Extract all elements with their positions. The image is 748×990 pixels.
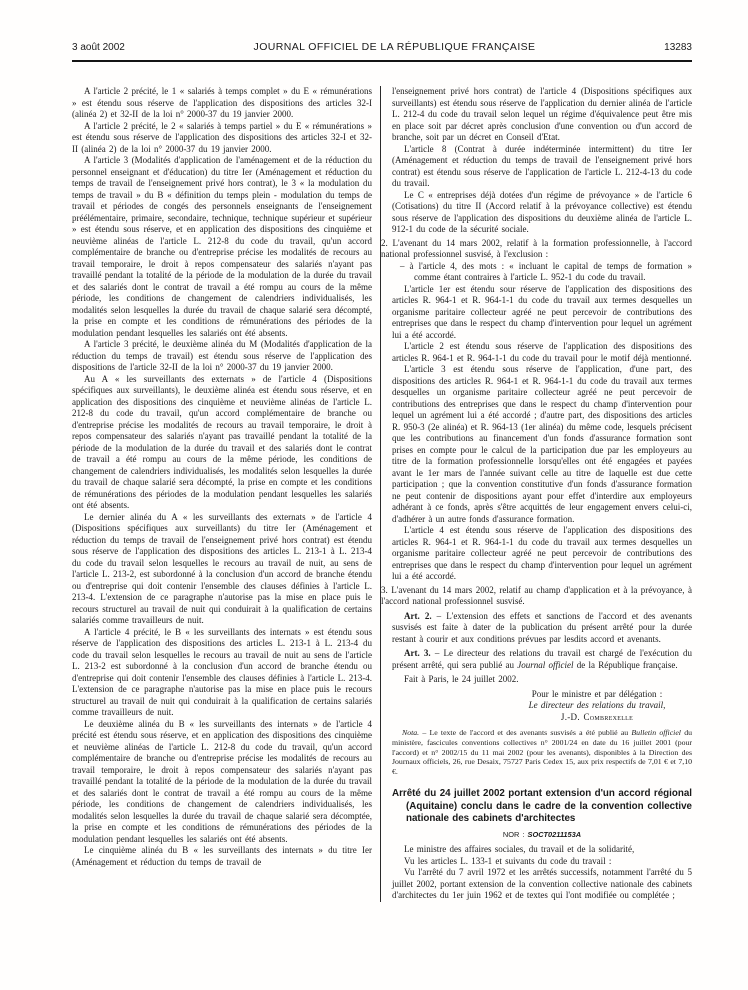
nor-label: NOR : — [502, 829, 528, 839]
paragraph: A l'article 2 précité, le 1 « salariés à temps complet » du E « rémunérations » est étendu sous réserve de l'application des dispositions des articles 32-I (alinéa 2) et 32-II de la loi n° 2000-37 du 19 janvier 2000. — [72, 86, 372, 119]
paragraph: L'article 2 est étendu sous réserve de l'application des dispositions des articles R. 964-1 et R. 964-1-1 du code du travail pour le motif déjà mentionné. — [392, 341, 692, 363]
article-3 — [392, 648, 692, 671]
page-header — [72, 41, 692, 53]
nota-text: – Le texte de l'accord et des avenants susvisés a été publié au — [419, 728, 632, 737]
paragraph: Le deuxième alinéa du B « les surveillants des internats » de l'article 4 précité est étendu sous réserve, et en application des dispositions des cinquième et neuvième alinéas de l'article L. 212-8 du code du travail, qu'un accord complémentaire de branche ou d'entreprise précise les modalités de recours au travail temporaire, le droit à repos compensateur des salariés n'ayant pas travaillé pendant la totalité de la période de la modulation de la durée du travail et des salariés dont le contrat de travail a été rompu au cours de la même période, les conditions de changement de calendriers individualisés, les modalités selon lesquelles la durée du travail de chaque salarié sera décomptée, la prise en compte et les conditions de rémunérations des périodes de la modulation pendant lesquelles les salariés ont été absents. — [72, 718, 372, 844]
left-column — [72, 86, 372, 902]
header-date: 3 août 2002 — [72, 42, 125, 53]
column-divider — [380, 86, 381, 902]
article-3-text-end: de la République française. — [573, 659, 678, 670]
two-column-body — [72, 86, 692, 902]
paragraph: L'article 3 est étendu sous réserve de l'application, d'une part, des dispositions des articles R. 964-1 et R. 964-1-1 du code du travail aux termes desquelles un organisme paritaire collecteur agréé ne peut percevoir de contributions des entreprises que dans le respect du champ d'intervention pour lequel un agrément lui a été accordé ; d'autre part, des dispositions des articles R. 950-3 (2e alinéa) et R. 964-13 (1er alinéa) du même code, lesquels précisent que les contributions au financement d'un fonds d'assurance formation sont prises en compte pour le calcul de la participation due par les employeurs au titre de la formation professionnelle lorsqu'elles ont été engagées et payées avant le 1er mars de l'année suivant celle au titre de laquelle est due cette participation ; que la convention constitutive d'un fonds d'assurance formation ne peut contenir de dispositions ayant pour effet d'interdire aux employeurs adhérant à ce fonds, après s'être acquittés de leur engagement envers celui-ci, d'adhérer à un autre fonds d'assurance formation. — [392, 364, 692, 524]
numbered-item-2: 2. L'avenant du 14 mars 2002, relatif à la formation professionnelle, à l'accord national professionnel susvisé, à l'exclusion : — [381, 237, 692, 259]
nota-label: Nota. — [402, 728, 420, 737]
paragraph: Au A « les surveillants des externats » de l'article 4 (Dispositions spécifiques aux surveillants), le deuxième alinéa est étendu sous réserve, et en application des dispositions des cinquième et neuvième alinéas de l'article L. 212-8 du code du travail, qu'un accord complémentaire de branche ou d'entreprise précise les modalités de recours au travail temporaire, le droit à repos compensateur des salariés n'ayant pas travaillé pendant la totalité de la période de la modulation de la durée du travail et des salariés dont le contrat de travail a été rompu au cours de la même période, les conditions de changement de calendriers individualisés, les modalités selon lesquelles la durée du travail de chaque salarié sera décompté, la prise en compte et les conditions de rémunérations des périodes de la modulation pendant lesquelles les salariés ont été absents. — [72, 373, 372, 510]
signature-name: J.-D. Combrexelle — [560, 711, 634, 722]
journal-officiel-italic: Journal officiel — [517, 659, 574, 670]
nor-value: SOCT0211153A — [527, 829, 582, 839]
nor-line — [392, 829, 692, 841]
paragraph-continuation: l'enseignement privé hors contrat) de l'article 4 (Dispositions spécifiques aux surveillants) est étendu sous réserve de l'application du dernier alinéa de l'article L. 212-4 du code du travail selon lequel un régime d'équivalence peut être mis en place soit par décret après conclusion d'une convention ou d'un accord de branche, soit par un décret en Conseil d'Etat. — [392, 86, 692, 142]
journal-title: JOURNAL OFFICIEL DE LA RÉPUBLIQUE FRANÇAISE — [253, 41, 536, 53]
article-3-text: – Le directeur des relations du travail est chargé de l'exécution du présent arrêté, qui sera publié au — [392, 648, 692, 670]
right-column — [381, 86, 692, 902]
nota-text-end: du ministère, fascicules conventions collectives n° 2001/24 en date du 16 juillet 2001 (pour l'accord) et n° 2002/15 du 11 mai 2002 (pour les avenants), disponibles à la Direction des Journaux officiels, 26, rue Desaix, 75727 Paris Cedex 15, aux prix respectifs de 7,01 € et 7,10 €. — [392, 728, 692, 777]
vu-line-1: Vu les articles L. 133-1 et suivants du code du travail : — [404, 855, 612, 866]
fait-a-paris-line: Fait à Paris, le 24 juillet 2002. — [404, 674, 519, 684]
paragraph: Le dernier alinéa du A « les surveillants des externats » de l'article 4 (Dispositions spécifiques aux surveillants) du titre Ier (Aménagement et réduction du temps de travail de l'enseignement privé hors contrat) est étendu sous réserve de l'application des dispositions des articles L. 213-1 à L. 213-4 du code du travail selon lesquelles le recours au travail de nuit, au sens de l'article L. 213-2, est subordonné à la conclusion d'un accord de branche étendu ou d'entreprise qui doit contenir l'ensemble des clauses définies à l'article L. 213-4. L'extension de ce paragraphe n'autorise pas la mise en place puis le recours structurel au travail de nuit qui conduirait à la qualification de certains salariés comme travailleurs de nuit. — [72, 511, 372, 625]
article-3-label: Art. 3. — [404, 648, 431, 658]
next-arrete-heading: Arrêté du 24 juillet 2002 portant extension d'un accord régional (Aquitaine) conclu dans le cadre de la convention collective nationale des cabinets d'architectes — [392, 787, 692, 825]
paragraph: L'article 1er est étendu sour réserve de l'application des dispositions des articles R. 964-1 et R. 964-1-1 du code du travail aux termes desquelles un organisme paritaire collecteur agréé ne peut percevoir de contributions des entreprises que dans le respect du champ d'intervention pour lequel un agrément lui a été accordé. — [392, 283, 692, 340]
page-number: 13283 — [664, 42, 692, 53]
paragraph: Le cinquième alinéa du B « les surveillants des internats » du titre Ier (Aménagement et réduction du temps de travail de — [72, 845, 372, 867]
article-2 — [392, 611, 692, 646]
paragraph: A l'article 2 précité, le 2 « salariés à temps partiel » du E « rémunérations » est étendu sous réserve de l'application des dispositions des articles 32-I et 32-II (alinéa 2) de la loi n° 2000-37 du 19 janvier 2000. — [72, 120, 372, 154]
signature-block — [392, 689, 692, 724]
ministre-line: Le ministre des affaires sociales, du travail et de la solidarité, — [404, 844, 635, 855]
exclusion-list-item: – à l'article 4, des mots : « incluant le capital de temps de formation » comme étant contraires à l'article L. 952-1 du code du travail. — [400, 260, 692, 282]
bulletin-officiel-italic: Bulletin officiel — [631, 728, 681, 737]
paragraph: Le C « entreprises déjà dotées d'un régime de prévoyance » de l'article 6 (Cotisations) du titre II (Accord relatif à la prévoyance collective) est étendu sous réserve de l'application des dispositions du deuxième alinéa de l'article L. 912-1 du code de la sécurité sociale. — [392, 189, 692, 234]
numbered-item-3: 3. L'avenant du 14 mars 2002, relatif au champ d'application et à la prévoyance, à l'accord national professionnel susvisé. — [381, 584, 692, 606]
paragraph: L'article 8 (Contrat à durée indéterminée intermittent) du titre Ier (Aménagement et réduction du temps de travail de l'enseignement privé hors contrat) est étendu sous réserve de l'application de l'article L. 212-4-13 du code du travail. — [392, 143, 692, 188]
nota-paragraph — [392, 728, 692, 777]
paragraph: A l'article 4 précité, le B « les surveillants des internats » est étendu sous réserve de l'application des dispositions des articles L. 213-1 à L. 213-4 du code du travail selon lesquelles le recours au travail de nuit au sens de l'article L. 213-2 est subordonné à la conclusion d'un accord de branche étendu ou d'entreprise qui doit contenir l'ensemble des clauses définies à l'article L. 213-4. L'extension de ce paragraphe n'autorise pas la mise en place puis le recours structurel au travail de nuit qui conduirait à la qualification de certains salariés comme travailleurs de nuit. — [72, 626, 372, 717]
header-rule — [72, 60, 692, 62]
signature-title-line: Le directeur des relations du travail, — [528, 700, 666, 710]
signature-delegation-line: Pour le ministre et par délégation : — [531, 688, 663, 699]
article-2-label: Art. 2. — [404, 610, 432, 621]
paragraph: A l'article 3 (Modalités d'application de l'aménagement et de la réduction du personnel enseignant et d'éducation) du titre Ier (Aménagement et réduction du temps de travail de l'enseignement privé hors contrat), le 3 « la modulation du temps de travail » du B « définition du temps plein - modulation du temps de travail et périodes de congés des personnels enseignants de l'enseignement préélémentaire, primaire, secondaire, technique, technique supérieur et supérieur » est étendu sous réserve, et en application des dispositions des cinquième et neuvième alinéas de l'article L. 212-8 du code du travail, qu'un accord complémentaire de branche ou d'entreprise précise les modalités de recours au travail temporaire, le droit à repos compensateur des salariés n'ayant pas travaillé pendant la totalité de la période de la modulation de la durée du travail et des salariés dont le contrat de travail a été rompu au cours de la même période, les conditions de changement de calendriers individualisés, les modalités selon lesquelles la durée du travail de chaque salarié sera décompté, la prise en compte et les conditions de rémunérations des périodes de la modulation pendant lesquelles les salariés ont été absents. — [72, 155, 372, 338]
paragraph: L'article 4 est étendu sous réserve de l'application des dispositions des articles R. 964-1 et R. 964-1-1 du code du travail aux termes desquelles un organisme paritaire collecteur agréé ne peut percevoir de contributions des entreprises que dans le respect du champ d'intervention pour lequel un agrément lui a été accordé. — [392, 525, 692, 581]
vu-line-2: Vu l'arrêté du 7 avril 1972 et les arrêtés successifs, notamment l'arrêté du 5 juillet 2002, portant extension de la convention collective nationale des cabinets d'architectes du 1er juin 1962 et de textes qui l'ont modifiée ou complétée ; — [392, 867, 692, 901]
article-2-text: – L'extension des effets et sanctions de l'accord et des avenants susvisés est faite à dater de la publication du présent arrêté pour la durée restant à courir et aux conditions prévues par lesdits accord et avenants. — [392, 610, 692, 644]
paragraph: A l'article 3 précité, le deuxième alinéa du M (Modalités d'application de la réduction du temps de travail) est étendu sous réserve de l'application des dispositions de l'article 32-II de la loi n° 2000-37 du 19 janvier 2000. — [72, 339, 372, 372]
